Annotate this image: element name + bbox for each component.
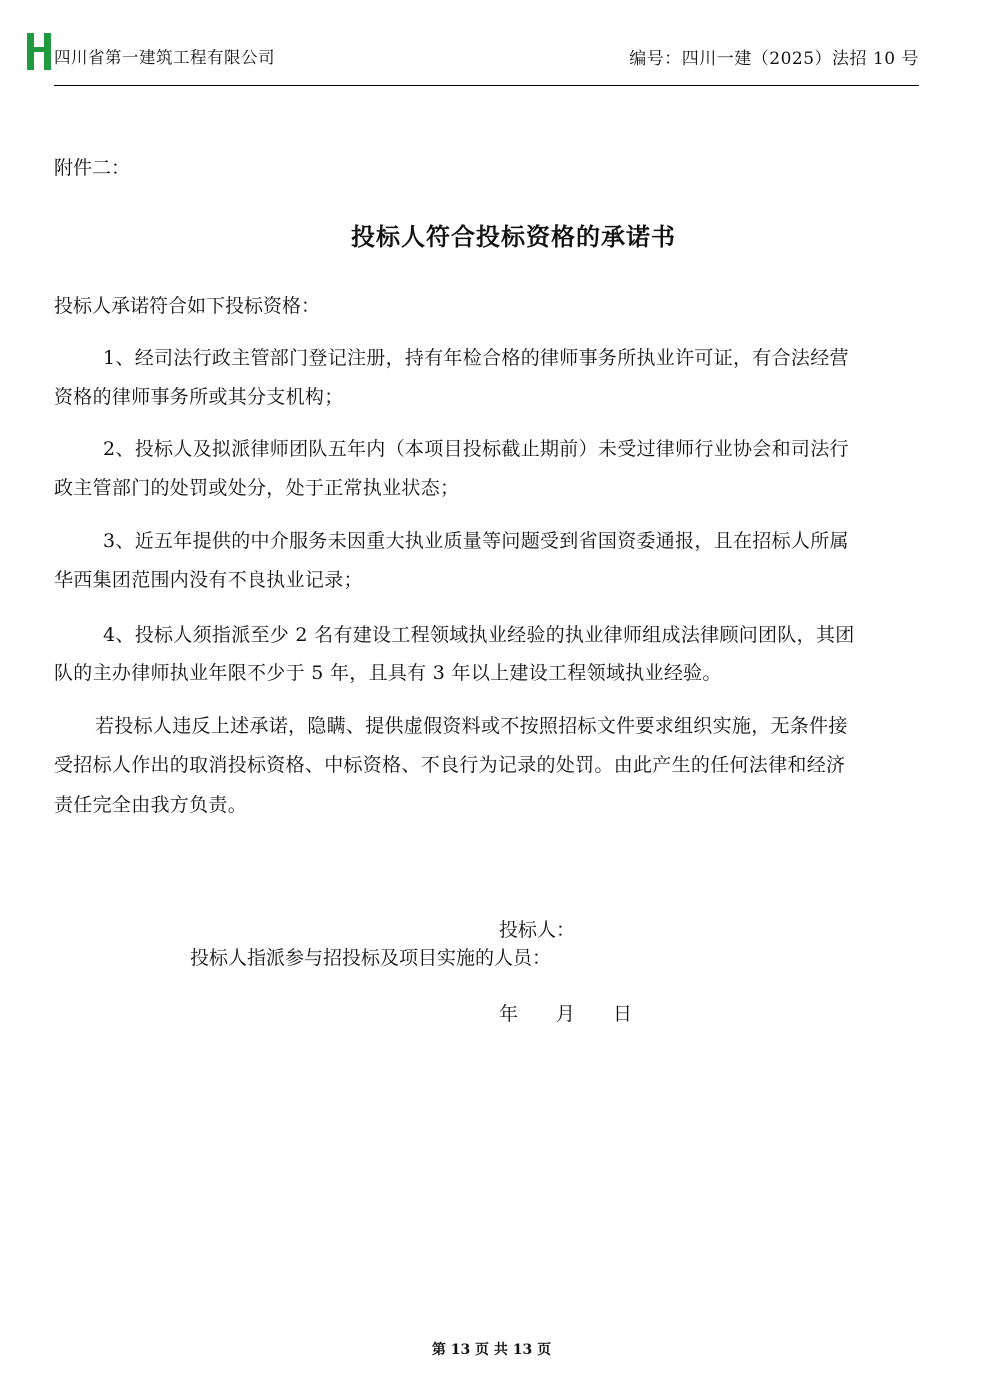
closing-line-3: 责任完全由我方负责。	[54, 794, 248, 816]
item-4-line-1: 4、投标人须指派至少 2 名有建设工程领域执业经验的执业律师组成法律顾问团队，其团	[103, 624, 855, 646]
item-4-line-2: 队的主办律师执业年限不少于 5 年，且具有 3 年以上建设工程领域执业经验。	[54, 662, 722, 684]
date-line: 年 月 日	[499, 1003, 633, 1025]
item-2-line-1: 2、投标人及拟派律师团队五年内（本项目投标截止期前）未受过律师行业协会和司法行	[103, 438, 849, 460]
company-name: 四川省第一建筑工程有限公司	[54, 48, 275, 67]
assigned-personnel-label: 投标人指派参与招投标及项目实施的人员：	[190, 947, 552, 969]
item-1-line-1: 1、经司法行政主管部门登记注册，持有年检合格的律师事务所执业许可证，有合法经营	[103, 347, 849, 369]
bidder-signature-label: 投标人：	[499, 919, 576, 941]
document-title: 投标人符合投标资格的承诺书	[351, 222, 676, 251]
annex-label: 附件二：	[54, 157, 131, 179]
item-3-line-2: 华西集团范围内没有不良执业记录；	[54, 569, 363, 591]
intro-paragraph: 投标人承诺符合如下投标资格：	[54, 295, 321, 317]
company-logo	[27, 33, 51, 70]
page-number: 第 13 页 共 13 页	[431, 1342, 552, 1358]
closing-line-1: 若投标人违反上述承诺，隐瞒、提供虚假资料或不按照招标文件要求组织实施，无条件接	[95, 715, 848, 737]
document-number: 编号：四川一建（2025）法招 10 号	[629, 49, 919, 69]
item-3-line-1: 3、近五年提供的中介服务未因重大执业质量等问题受到省国资委通报，且在招标人所属	[103, 530, 849, 552]
closing-line-2: 受招标人作出的取消投标资格、中标资格、不良行为记录的处罚。由此产生的任何法律和经济	[54, 754, 846, 776]
header-divider	[54, 85, 919, 86]
item-1-line-2: 资格的律师事务所或其分支机构；	[54, 386, 344, 408]
item-2-line-2: 政主管部门的处罚或处分，处于正常执业状态；	[54, 477, 460, 499]
